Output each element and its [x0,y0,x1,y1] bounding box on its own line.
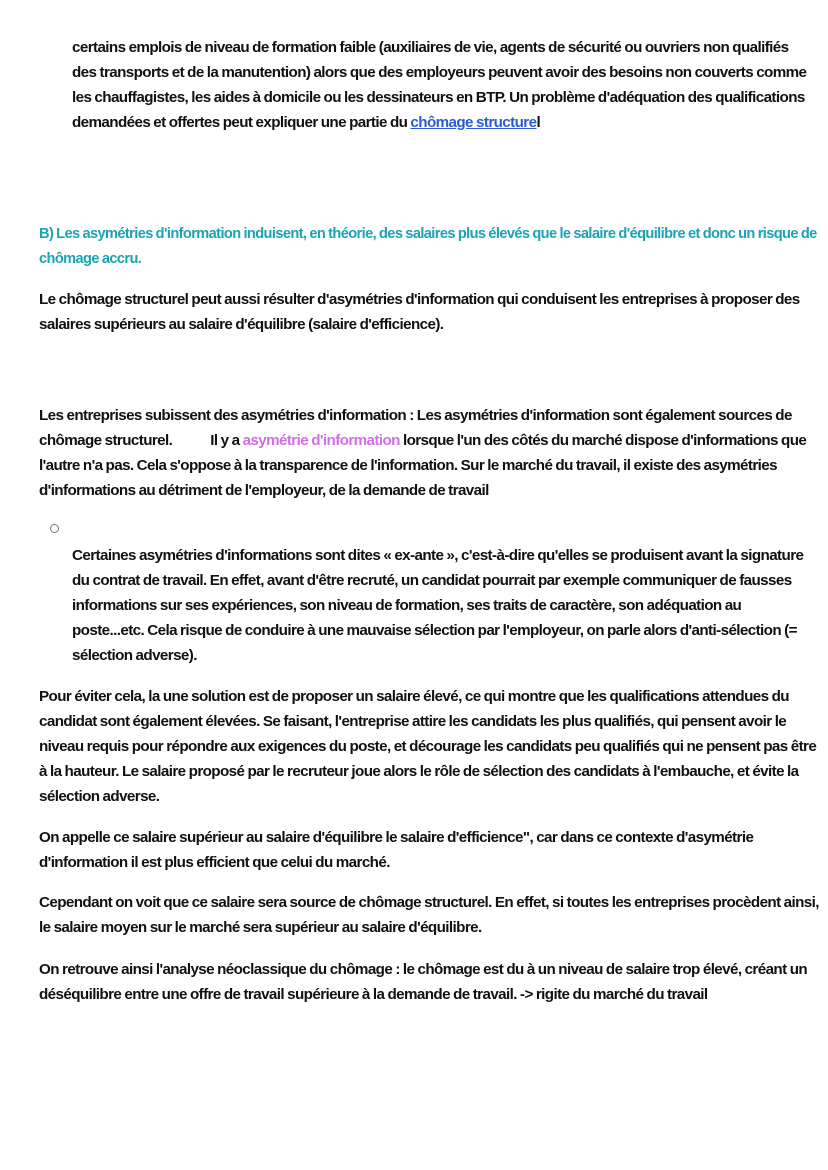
paragraph-text: certains emplois de niveau de formation faible (auxiliaires de vie, agents de sécurité ou ouvriers non qualifiés des transports et de la manutention) alors que des employeurs peuvent avoir des besoins non couverts comme les chauffagistes, les aides à domicile ou les dessinateurs en BTP. Un problème d'adéquation des qualifications demandées et offertes peut expliquer une partie du [72,39,807,131]
list-bullet-icon [50,524,59,533]
paragraph-text: Les entreprises subissent des asymétries d'information : Les asymétries d'information sont également sources de chômage structurel. [39,407,792,449]
paragraph-analyse-neoclassique: On retrouve ainsi l'analyse néoclassique du chômage : le chômage est du à un niveau de salaire trop élevé, créant un déséquilibre entre une offre de travail supérieure à la demande de travail. -> rigite du marché du travail [39,961,808,1003]
paragraph-source-chomage: Cependant on voit que ce salaire sera source de chômage structurel. En effet, si toutes les entreprises procèdent ainsi, le salaire moyen sur le marché sera supérieur au salaire d'équilibre. [39,894,819,936]
link-chomage-structurel[interactable]: chômage structure [410,114,537,131]
paragraph-text: lorsque l'un des côtés du marché dispose d'informations que l'autre n'a pas. Cela s'oppose à la transparence de l'information. Sur le marché du travail, il existe des asymétries d'informations au détriment de l'employeur, de la demande de travail [39,432,807,499]
paragraph-chomage-structurel: Le chômage structurel peut aussi résulter d'asymétries d'information qui conduisent les entreprises à proposer des salaires supérieurs au salaire d'équilibre (salaire d'efficience). [39,291,800,333]
paragraph-qualifications [72,35,812,135]
list-item-ex-ante: Certaines asymétries d'informations sont dites « ex-ante », c'est-à-dire qu'elles se produisent avant la signature du contrat de travail. En effet, avant d'être recruté, un candidat pourrait par exemple communiquer de fausses informations sur ses expériences, son niveau de formation, ses traits de caractère, son adéquation au poste...etc. Cela risque de conduire à une mauvaise sélection par l'employeur, on parle alors d'anti-sélection (= sélection adverse). [72,547,804,664]
paragraph-salaire-efficience: On appelle ce salaire supérieur au salaire d'équilibre le salaire d'efficience", car dans ce contexte d'asymétrie d'information il est plus efficient que celui du marché. [39,829,754,871]
section-heading-b: B) Les asymétries d'information induisent, en théorie, des salaires plus élevés que le salaire d'équilibre et donc un risque de chômage accru. [39,226,817,267]
paragraph-asymetries [39,403,819,503]
paragraph-text: Il y a [210,432,243,449]
paragraph-solution: Pour éviter cela, la une solution est de proposer un salaire élevé, ce qui montre que les qualifications attendues du candidat sont également élevées. Se faisant, l'entreprise attire les candidats les plus qualifiés, qui pensent avoir le niveau requis pour répondre aux exigences du poste, et décourage les candidats peu qualifiés qui ne pensent pas être à la hauteur. Le salaire proposé par le recruteur joue alors le rôle de sélection des candidats à l'embauche, et évite la sélection adverse. [39,688,817,805]
paragraph-tail: l [536,114,541,131]
highlight-asymetrie-information: asymétrie d'information [242,432,400,449]
